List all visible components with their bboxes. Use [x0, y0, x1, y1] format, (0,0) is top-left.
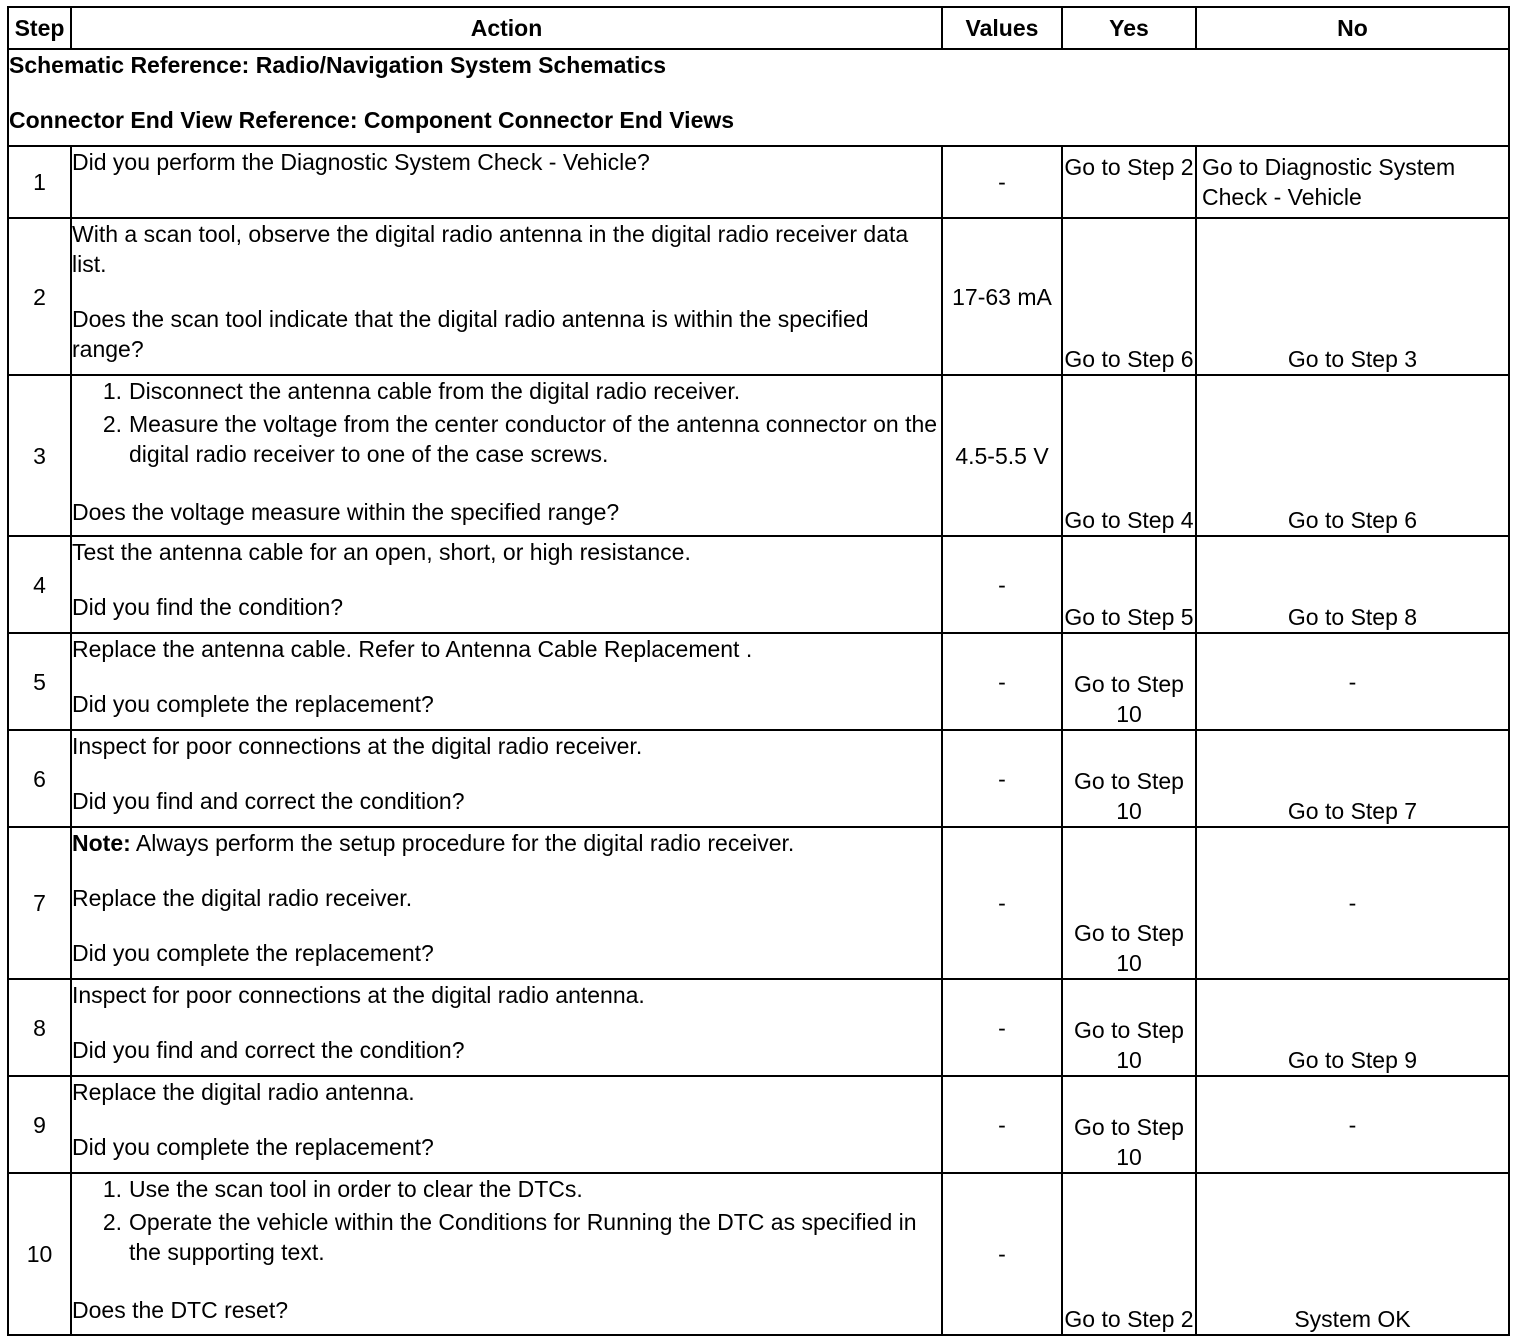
action-cell: [71, 730, 942, 827]
yes-cell: Go to Step 5: [1062, 536, 1196, 633]
action-question: Did you find and correct the condition?: [72, 788, 465, 814]
diagnostic-table: [7, 6, 1510, 1336]
list-item: 2. Operate the vehicle within the Conditions for Running the DTC as specified in the supporting text.: [102, 1209, 917, 1265]
header-yes: Yes: [1062, 7, 1196, 49]
action-cell: [71, 633, 942, 730]
no-cell: Go to Step 3: [1196, 218, 1509, 375]
yes-cell: Go to Step 2: [1062, 146, 1196, 218]
action-cell: [71, 1076, 942, 1173]
list-item: 2. Measure the voltage from the center conductor of the antenna connector on the digital radio receiver to one of the case screws.: [102, 411, 938, 467]
action-text: Test the antenna cable for an open, short, or high resistance.: [72, 539, 691, 565]
no-cell: -: [1196, 633, 1509, 730]
values-cell: -: [942, 146, 1062, 218]
no-cell: -: [1196, 827, 1509, 979]
values-cell: 17-63 mA: [942, 218, 1062, 375]
action-cell: [71, 827, 942, 979]
step-number: 9: [8, 1076, 71, 1173]
values-cell: -: [942, 730, 1062, 827]
yes-cell: Go to Step 10: [1062, 979, 1196, 1076]
yes-cell: Go to Step 4: [1062, 375, 1196, 536]
yes-cell: Go to Step 10: [1062, 633, 1196, 730]
step-number: 8: [8, 979, 71, 1076]
action-text: With a scan tool, observe the digital radio antenna in the digital radio receiver data list.: [72, 221, 909, 277]
step-number: 4: [8, 536, 71, 633]
table-row: [8, 146, 1509, 218]
values-cell: -: [942, 1173, 1062, 1335]
step-number: 10: [8, 1173, 71, 1335]
action-question: Did you complete the replacement?: [72, 691, 434, 717]
note-text: Note: Always perform the setup procedure for the digital radio receiver.: [72, 830, 795, 856]
action-question: Does the voltage measure within the specified range?: [72, 499, 620, 525]
action-question: Did you complete the replacement?: [72, 940, 434, 966]
action-text: Replace the antenna cable. Refer to Antenna Cable Replacement .: [72, 636, 753, 662]
no-cell: System OK: [1196, 1173, 1509, 1335]
action-list: [72, 1174, 941, 1267]
step-number: 5: [8, 633, 71, 730]
action-question: Did you complete the replacement?: [72, 1134, 434, 1160]
no-cell: Go to Step 9: [1196, 979, 1509, 1076]
table-row: [8, 218, 1509, 375]
no-cell: Go to Step 7: [1196, 730, 1509, 827]
yes-cell: Go to Step 2: [1062, 1173, 1196, 1335]
action-cell: [71, 536, 942, 633]
connector-reference: Connector End View Reference: Component Connector End Views: [9, 107, 735, 133]
values-cell: -: [942, 1076, 1062, 1173]
header-step: Step: [8, 7, 71, 49]
header-action: Action: [71, 7, 942, 49]
action-question: Does the scan tool indicate that the digital radio antenna is within the specified range?: [72, 306, 869, 362]
action-text: Inspect for poor connections at the digital radio antenna.: [72, 982, 645, 1008]
action-text: Did you perform the Diagnostic System Check - Vehicle?: [72, 149, 650, 175]
reference-cell: [8, 49, 1509, 146]
yes-cell: Go to Step 10: [1062, 730, 1196, 827]
yes-cell: Go to Step 6: [1062, 218, 1196, 375]
values-cell: -: [942, 827, 1062, 979]
action-text: Replace the digital radio antenna.: [72, 1079, 415, 1105]
header-no: No: [1196, 7, 1509, 49]
action-text: Inspect for poor connections at the digital radio receiver.: [72, 733, 643, 759]
action-question: Did you find and correct the condition?: [72, 1037, 465, 1063]
table-row: [8, 536, 1509, 633]
reference-row: [8, 49, 1509, 146]
yes-cell: Go to Step 10: [1062, 1076, 1196, 1173]
table-row: [8, 1076, 1509, 1173]
no-cell: Go to Diagnostic System Check - Vehicle: [1196, 146, 1509, 218]
action-cell: [71, 218, 942, 375]
no-cell: -: [1196, 1076, 1509, 1173]
step-number: 7: [8, 827, 71, 979]
step-number: 6: [8, 730, 71, 827]
table-row: [8, 1173, 1509, 1335]
action-cell: [71, 375, 942, 536]
action-cell: [71, 146, 942, 218]
action-text: Replace the digital radio receiver.: [72, 885, 413, 911]
no-cell: Go to Step 8: [1196, 536, 1509, 633]
values-cell: -: [942, 633, 1062, 730]
table-row: [8, 979, 1509, 1076]
no-cell: Go to Step 6: [1196, 375, 1509, 536]
values-cell: -: [942, 979, 1062, 1076]
step-number: 3: [8, 375, 71, 536]
action-question: Did you find the condition?: [72, 594, 344, 620]
schematic-reference: Schematic Reference: Radio/Navigation System Schematics: [9, 52, 667, 78]
list-item: 1. Use the scan tool in order to clear the DTCs.: [102, 1176, 583, 1202]
action-cell: [71, 979, 942, 1076]
action-question: Does the DTC reset?: [72, 1297, 289, 1323]
step-number: 2: [8, 218, 71, 375]
table-row: [8, 827, 1509, 979]
list-item: 1. Disconnect the antenna cable from the digital radio receiver.: [102, 378, 741, 404]
values-cell: -: [942, 536, 1062, 633]
values-cell: 4.5-5.5 V: [942, 375, 1062, 536]
action-list: [72, 376, 941, 469]
table-row: [8, 375, 1509, 536]
table-row: [8, 730, 1509, 827]
step-number: 1: [8, 146, 71, 218]
table-row: [8, 633, 1509, 730]
action-cell: [71, 1173, 942, 1335]
note-label: Note:: [72, 830, 131, 856]
header-values: Values: [942, 7, 1062, 49]
header-row: [8, 7, 1509, 49]
yes-cell: Go to Step 10: [1062, 827, 1196, 979]
